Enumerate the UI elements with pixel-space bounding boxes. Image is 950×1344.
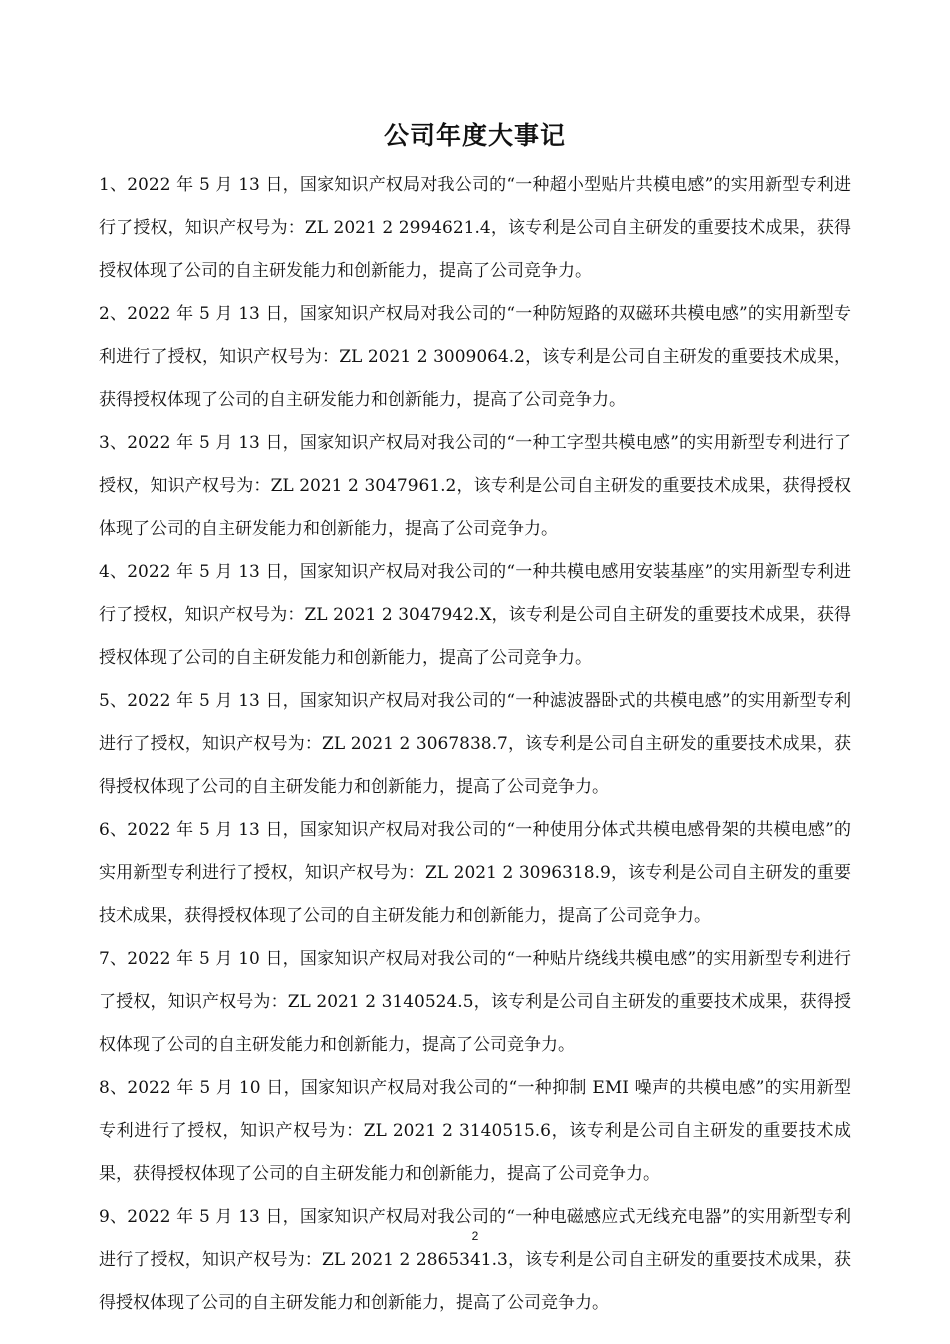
event-item-9: 9、2022 年 5 月 13 日，国家知识产权局对我公司的“一种电磁感应式无线充电器”的实用新型专利进行了授权，知识产权号为：ZL 2021 2 2865341.3，该专利是公司自主研发的重要技术成果，获得授权体现了公司的自主研发能力和创新能力，提高了公司竞争力。 [99, 1207, 851, 1313]
event-item-2: 2、2022 年 5 月 13 日，国家知识产权局对我公司的“一种防短路的双磁环共模电感”的实用新型专利进行了授权，知识产权号为：ZL 2021 2 3009064.2，该专利是公司自主研发的重要技术成果，获得授权体现了公司的自主研发能力和创新能力，提高了公司竞争力。 [99, 304, 851, 410]
event-list [99, 164, 851, 1325]
page-title: 公司年度大事记 [383, 121, 566, 150]
event-item-8: 8、2022 年 5 月 10 日，国家知识产权局对我公司的“一种抑制 EMI 噪声的共模电感”的实用新型专利进行了授权，知识产权号为：ZL 2021 2 3140515.6，该专利是公司自主研发的重要技术成果，获得授权体现了公司的自主研发能力和创新能力，提高了公司竞争力。 [99, 1078, 851, 1184]
event-item-6: 6、2022 年 5 月 13 日，国家知识产权局对我公司的“一种使用分体式共模电感骨架的共模电感”的实用新型专利进行了授权，知识产权号为：ZL 2021 2 3096318.9，该专利是公司自主研发的重要技术成果，获得授权体现了公司的自主研发能力和创新能力，提高了公司竞争力。 [99, 820, 851, 926]
event-item-3: 3、2022 年 5 月 13 日，国家知识产权局对我公司的“一种工字型共模电感”的实用新型专利进行了授权，知识产权号为：ZL 2021 2 3047961.2，该专利是公司自主研发的重要技术成果，获得授权体现了公司的自主研发能力和创新能力，提高了公司竞争力。 [99, 433, 851, 539]
event-item-5: 5、2022 年 5 月 13 日，国家知识产权局对我公司的“一种滤波器卧式的共模电感”的实用新型专利进行了授权，知识产权号为：ZL 2021 2 3067838.7，该专利是公司自主研发的重要技术成果，获得授权体现了公司的自主研发能力和创新能力，提高了公司竞争力。 [99, 691, 851, 797]
page-number: 2 [471, 1229, 479, 1243]
event-item-7: 7、2022 年 5 月 10 日，国家知识产权局对我公司的“一种贴片绕线共模电感”的实用新型专利进行了授权，知识产权号为：ZL 2021 2 3140524.5，该专利是公司自主研发的重要技术成果，获得授权体现了公司的自主研发能力和创新能力，提高了公司竞争力。 [99, 949, 851, 1055]
event-item-4: 4、2022 年 5 月 13 日，国家知识产权局对我公司的“一种共模电感用安装基座”的实用新型专利进行了授权，知识产权号为：ZL 2021 2 3047942.X，该专利是公司自主研发的重要技术成果，获得授权体现了公司的自主研发能力和创新能力，提高了公司竞争力。 [99, 562, 851, 668]
event-item-1: 1、2022 年 5 月 13 日，国家知识产权局对我公司的“一种超小型贴片共模电感”的实用新型专利进行了授权，知识产权号为：ZL 2021 2 2994621.4，该专利是公司自主研发的重要技术成果，获得授权体现了公司的自主研发能力和创新能力，提高了公司竞争力。 [99, 175, 851, 281]
